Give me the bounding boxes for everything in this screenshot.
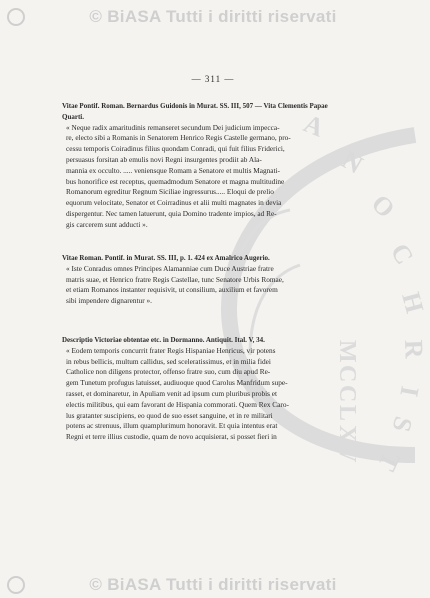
text-line: rasset, et dominaretur, in Apuliam venit ad ipsum cum pluribus probis et	[66, 388, 278, 398]
text-line: « Neque radix amaritudinis remanseret secundum Dei judicium impecca-	[66, 122, 280, 132]
page-number: — 311 —	[191, 74, 235, 84]
svg-text:I: I	[394, 383, 425, 399]
text-line: bus honorifice est receptus, quemadmodum Senatore et magna multitudine	[66, 176, 285, 186]
section-descriptio-victoriae	[62, 335, 332, 443]
section-paragraph	[62, 123, 332, 231]
text-line: gis carcerem sunt adducti ».	[66, 219, 148, 229]
svg-text:N: N	[337, 145, 368, 180]
text-line: matris suae, et Henrico fratre Regis Castellae, tunc Senatore Urbis Romae,	[66, 274, 284, 284]
svg-text:A: A	[299, 108, 329, 143]
svg-text:S: S	[386, 413, 419, 435]
svg-text:C: C	[384, 238, 420, 270]
section-paragraph	[62, 264, 332, 307]
section-paragraph	[62, 346, 332, 443]
svg-text:V: V	[334, 445, 360, 463]
section-heading: Vitae Pontif. Roman. Bernardus Guidonis in Murat. SS. III, 507 — Vita Clementis Papae Quarti.	[62, 102, 328, 121]
svg-text:L: L	[334, 405, 360, 422]
section-vita-clementis	[62, 101, 332, 231]
text-line: Romanorum egreditur Regnum Siciliae ingressurus..... Eloqui de prelio	[66, 187, 274, 197]
text-line: « Eodem temporis concurrit frater Regis Hispaniae Henricus, vir potens	[66, 345, 276, 355]
text-line: Regni et terre illius custodie, quam de novo acquisierat, si posset fieri in	[66, 432, 277, 442]
text-line: mannia ex occulto. ..... veniensque Romam a Senatore et multis Magnati-	[66, 165, 280, 175]
text-line: « Iste Conradus omnes Principes Alamanniae cum Duce Austriae fratre	[66, 263, 274, 273]
svg-text:X: X	[334, 425, 360, 443]
text-line: potens ac strenuus, illum quamplurimum honoravit. Et quia intentus erat	[66, 421, 278, 431]
svg-text:T: T	[372, 447, 406, 476]
svg-text:H: H	[396, 289, 430, 317]
section-amalrico-augerio	[62, 253, 332, 307]
text-line: persuasus forsitan ab emulis novi Regni insurgentes prodiit ab Ala-	[66, 154, 262, 164]
text-line: equorum velocitate, Senator et Coirradinus et alii multi magnates in devia	[66, 198, 282, 208]
watermark-text-top: © BiASA Tutti i diritti riservati	[89, 7, 337, 26]
text-line: lus gratanter suscipiens, eo quod de suo esset sanguine, et in re militari	[66, 410, 273, 420]
text-line: re, electo sibi a Romanis in Senatorem Henrico Regis Castelle germano, pro-	[66, 133, 291, 143]
svg-text:C: C	[334, 385, 360, 403]
watermark-text-bottom: © BiASA Tutti i diritti riservati	[89, 575, 337, 594]
svg-text:M: M	[334, 340, 360, 363]
text-line: Catholice non diligens protector, offenso fratre suo, cum diu apud Re-	[66, 367, 271, 377]
svg-text:C: C	[334, 365, 360, 383]
svg-text:O: O	[365, 188, 401, 224]
text-line: dispergentur. Nec tamen latuerunt, quia Domino tradente impios, ad Re-	[66, 208, 277, 218]
section-heading: Vitae Roman. Pontif. in Murat. SS. III, p. 1. 424 ex Amalrico Augerio.	[62, 254, 270, 262]
text-line: cessu temporis Coiradinus filius quondam Conradi, qui fuit filius Friderici,	[66, 144, 285, 154]
svg-text:R: R	[399, 339, 429, 359]
text-line: sibi impendere dignarentur ».	[66, 296, 152, 306]
text-line: et etiam Romanos instanter requisivit, ut consilium, auxilium et favorem	[66, 285, 278, 295]
text-line: in rebus bellicis, multum callidus, sed sceleratissimus, et in milia fidei	[66, 356, 271, 366]
text-line: gem Tunetum profugus latuisset, audiuoque quod Carolus Manfridum supe-	[66, 378, 288, 388]
text-line: electis militibus, qui eam favorant de Hispania commorati. Quem Rex Caro-	[66, 399, 289, 409]
section-heading: Descriptio Victoriae obtentae etc. in Dormanno. Antiquit. Ital. V, 34.	[62, 336, 265, 344]
